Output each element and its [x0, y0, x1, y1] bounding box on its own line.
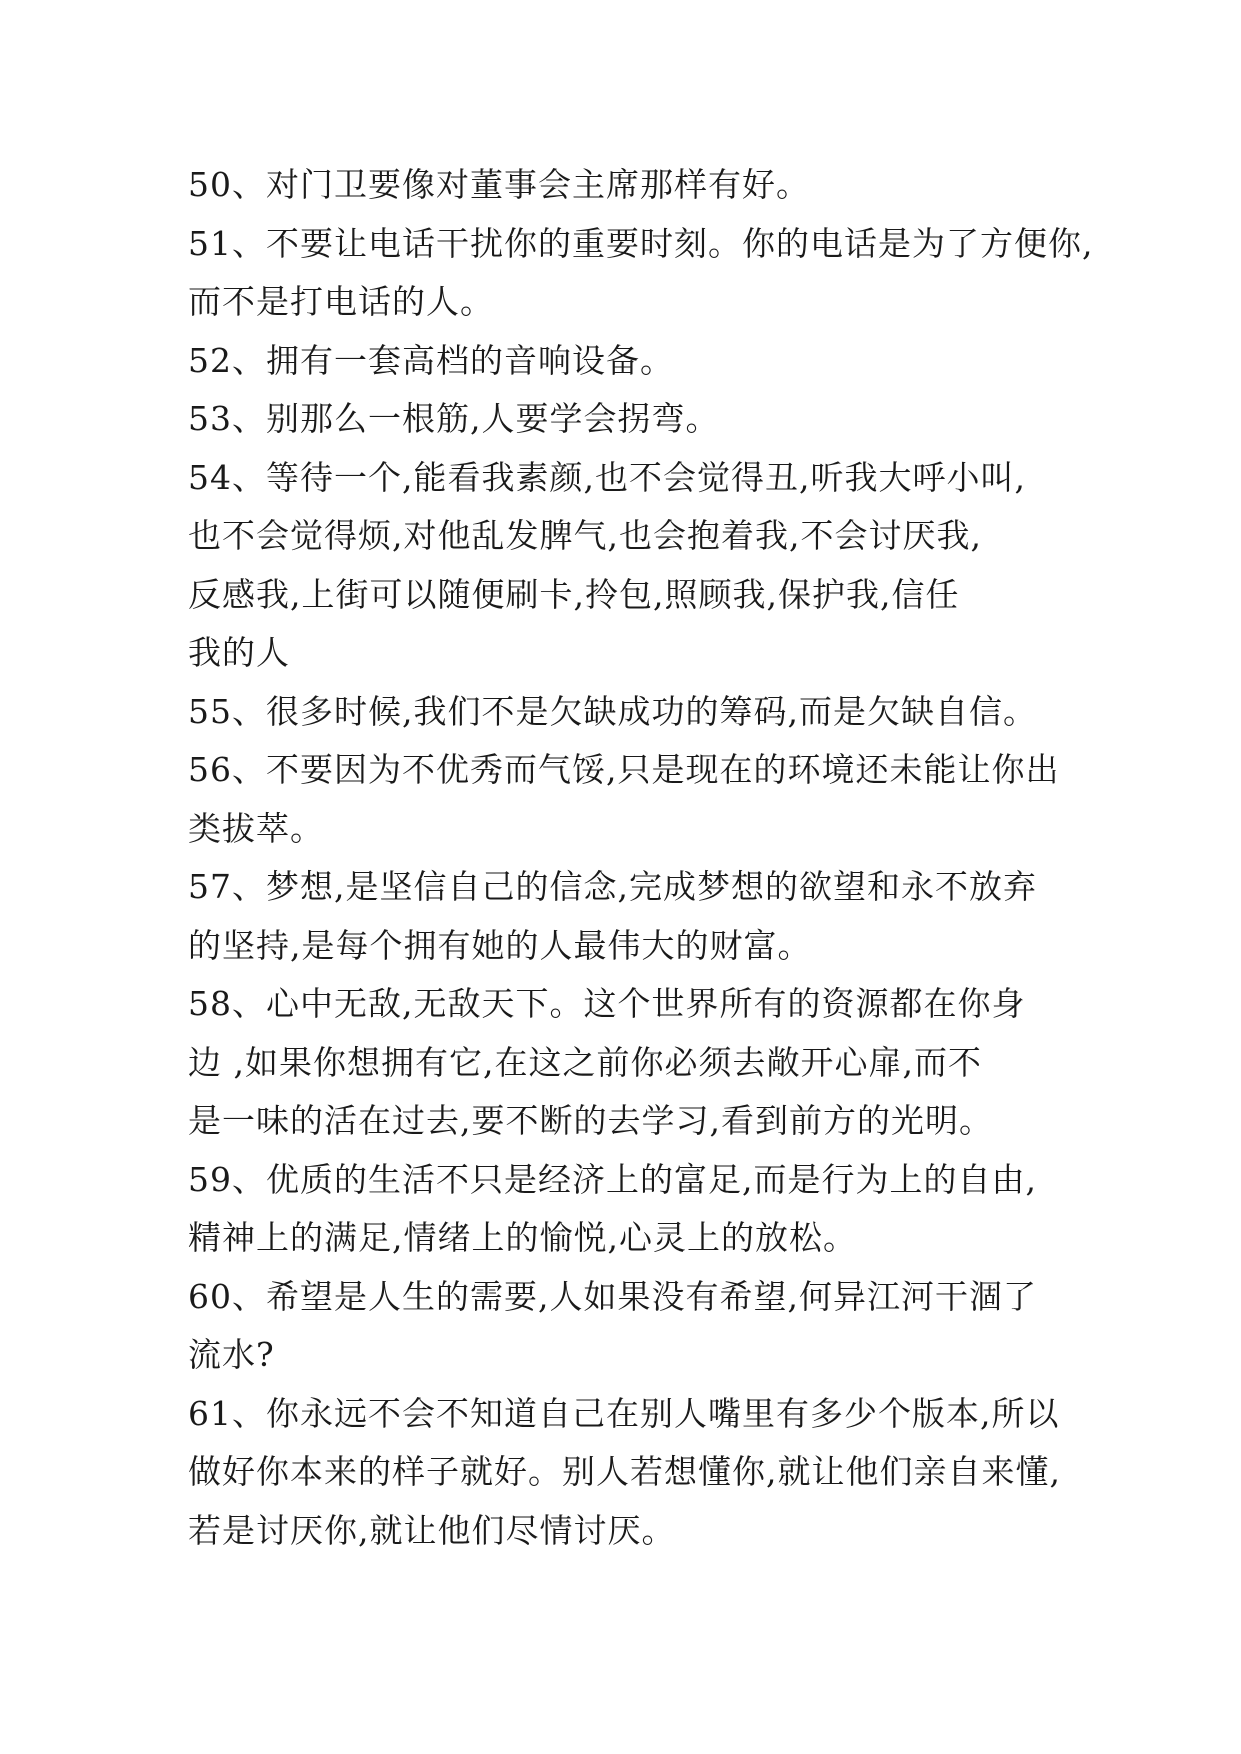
list-item [188, 449, 1078, 683]
list-item-line: 是一味的活在过去,要不断的去学习,看到前方的光明。 [188, 1101, 993, 1140]
list-item-line: 做好你本来的样子就好。别人若想懂你,就让他们亲自来懂, [188, 1452, 1061, 1491]
list-item-line: 61、你永远不会不知道自己在别人嘴里有多少个版本,所以 [188, 1393, 1060, 1433]
list-item-line: 52、拥有一套高档的音响设备。 [188, 340, 674, 380]
list-item-line: 类拔萃。 [188, 808, 324, 848]
list-item-line: 55、很多时候,我们不是欠缺成功的筹码,而是欠缺自信。 [188, 691, 1037, 731]
list-item [188, 215, 1094, 332]
list-item-line: 54、等待一个,能看我素颜,也不会觉得丑,听我大呼小叫, [188, 457, 1026, 497]
list-item-line: 的坚持,是每个拥有她的人最伟大的财富。 [188, 925, 812, 965]
list-item-line: 50、对门卫要像对董事会主席那样有好。 [188, 165, 810, 204]
list-item-line: 边 ,如果你想拥有它,在这之前你必须去敞开心扉,而不 [188, 1042, 982, 1082]
list-item-line: 反感我,上街可以随便刷卡,拎包,照顾我,保护我,信任 [188, 574, 960, 614]
list-item-line: 59、优质的生活不只是经济上的富足,而是行为上的自由, [188, 1159, 1037, 1199]
list-item [188, 1385, 1078, 1561]
list-item-line: 精神上的满足,情绪上的愉悦,心灵上的放松。 [188, 1218, 857, 1257]
list-item-line: 53、别那么一根筋,人要学会拐弯。 [188, 399, 720, 438]
list-item-line: 60、希望是人生的需要,人如果没有希望,何异江河干涸了 [188, 1276, 1037, 1316]
list-item-line: 我的人 [188, 633, 290, 672]
list-item [188, 156, 1078, 215]
list-item-line: 56、不要因为不优秀而气馁,只是现在的环境还未能让你出 [188, 750, 1060, 789]
list-item-line: 57、梦想,是坚信自己的信念,完成梦想的欲望和永不放弃 [188, 867, 1037, 906]
list-item-line: 流水? [188, 1335, 275, 1374]
list-item-line: 若是讨厌你,就让他们尽情讨厌。 [188, 1510, 676, 1550]
list-item [188, 1268, 1078, 1385]
list-item-line: 而不是打电话的人。 [188, 282, 494, 321]
quote-list [188, 156, 1094, 1560]
list-item [188, 1151, 1078, 1268]
list-item [188, 683, 1078, 742]
list-item [188, 975, 1078, 1151]
list-item-line: 51、不要让电话干扰你的重要时刻。你的电话是为了方便你, [188, 223, 1094, 263]
list-item-line: 58、心中无敌,无敌天下。这个世界所有的资源都在你身 [188, 984, 1026, 1023]
list-item-line: 也不会觉得烦,对他乱发脾气,也会抱着我,不会讨厌我, [188, 516, 982, 555]
list-item [188, 390, 1078, 449]
list-item [188, 741, 1078, 858]
list-item [188, 858, 1078, 975]
list-item [188, 332, 1078, 391]
